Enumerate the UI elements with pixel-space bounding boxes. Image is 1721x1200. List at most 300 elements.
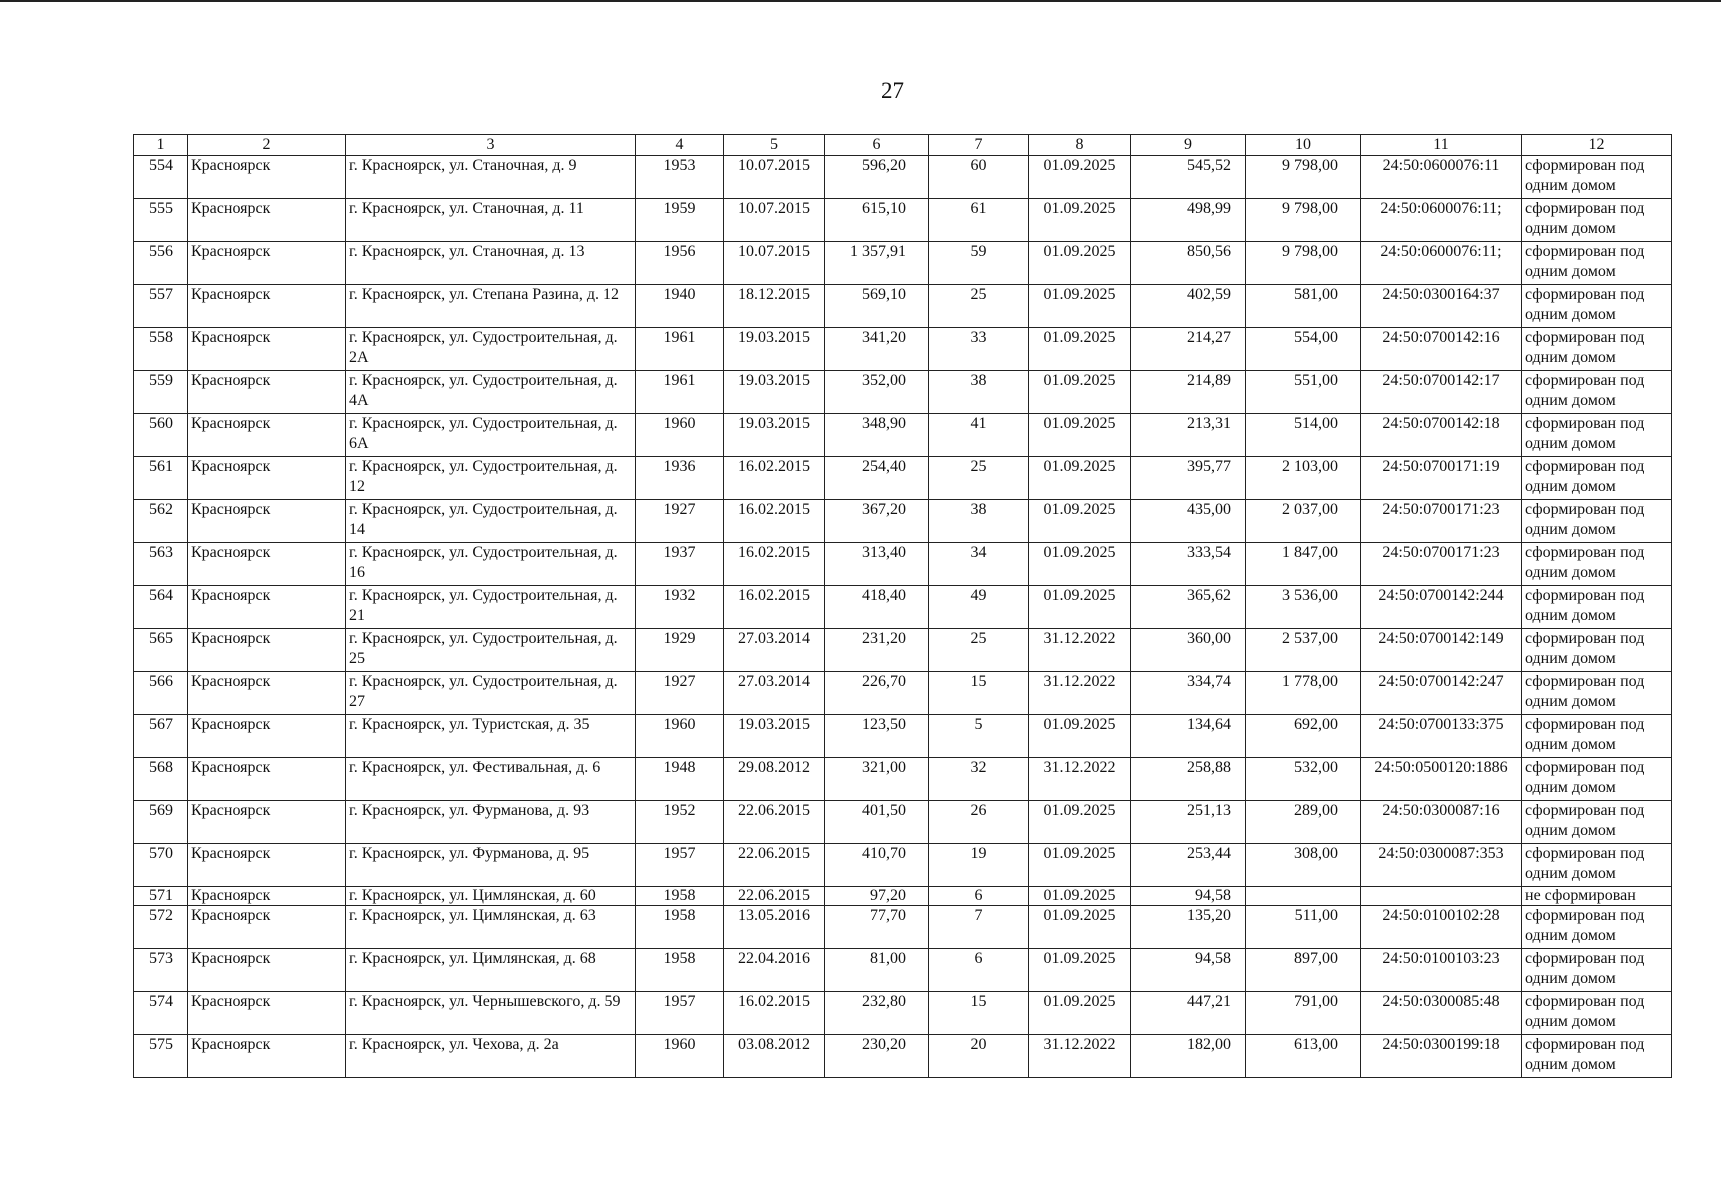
value-9-cell: 182,00: [1131, 1035, 1246, 1078]
land-status-cell: сформирован под одним домом: [1522, 285, 1672, 328]
address-cell: г. Красноярск, ул. Фестивальная, д. 6: [346, 758, 636, 801]
land-area-cell: 532,00: [1246, 758, 1361, 801]
settlement-cell: Красноярск: [188, 906, 346, 949]
address-cell: г. Красноярск, ул. Судостроительная, д. 14: [346, 500, 636, 543]
row-number-cell: 564: [134, 586, 188, 629]
deadline-cell: 01.09.2025: [1029, 414, 1131, 457]
area-cell: 232,80: [825, 992, 929, 1035]
cadastral-number-cell: 24:50:0700142:244: [1361, 586, 1522, 629]
cadastral-number-cell: 24:50:0700142:16: [1361, 328, 1522, 371]
settlement-cell: Красноярск: [188, 457, 346, 500]
row-number-cell: 565: [134, 629, 188, 672]
land-area-cell: 1 778,00: [1246, 672, 1361, 715]
value-9-cell: 334,74: [1131, 672, 1246, 715]
date-cell: 27.03.2014: [724, 629, 825, 672]
settlement-cell: Красноярск: [188, 949, 346, 992]
settlement-cell: Красноярск: [188, 543, 346, 586]
date-cell: 22.06.2015: [724, 844, 825, 887]
row-number-cell: 556: [134, 242, 188, 285]
residents-cell: 38: [929, 500, 1029, 543]
row-number-cell: 560: [134, 414, 188, 457]
land-area-cell: 9 798,00: [1246, 156, 1361, 199]
build-year-cell: 1952: [636, 801, 724, 844]
deadline-cell: 01.09.2025: [1029, 949, 1131, 992]
address-cell: г. Красноярск, ул. Судостроительная, д. 6А: [346, 414, 636, 457]
build-year-cell: 1929: [636, 629, 724, 672]
residents-cell: 15: [929, 672, 1029, 715]
land-area-cell: 551,00: [1246, 371, 1361, 414]
cadastral-number-cell: 24:50:0300087:16: [1361, 801, 1522, 844]
date-cell: 29.08.2012: [724, 758, 825, 801]
build-year-cell: 1927: [636, 672, 724, 715]
table-row: [134, 1035, 1672, 1078]
address-cell: г. Красноярск, ул. Чернышевского, д. 59: [346, 992, 636, 1035]
area-cell: 321,00: [825, 758, 929, 801]
build-year-cell: 1927: [636, 500, 724, 543]
row-number-cell: 555: [134, 199, 188, 242]
value-9-cell: 360,00: [1131, 629, 1246, 672]
address-cell: г. Красноярск, ул. Чехова, д. 2а: [346, 1035, 636, 1078]
cadastral-number-cell: 24:50:0100102:28: [1361, 906, 1522, 949]
date-cell: 16.02.2015: [724, 457, 825, 500]
land-area-cell: 613,00: [1246, 1035, 1361, 1078]
row-number-cell: 562: [134, 500, 188, 543]
area-cell: 596,20: [825, 156, 929, 199]
value-9-cell: 545,52: [1131, 156, 1246, 199]
settlement-cell: Красноярск: [188, 758, 346, 801]
settlement-cell: Красноярск: [188, 199, 346, 242]
table-row: [134, 672, 1672, 715]
column-number-cell: 10: [1246, 135, 1361, 156]
build-year-cell: 1956: [636, 242, 724, 285]
value-9-cell: 214,27: [1131, 328, 1246, 371]
date-cell: 10.07.2015: [724, 199, 825, 242]
address-cell: г. Красноярск, ул. Станочная, д. 13: [346, 242, 636, 285]
residents-cell: 26: [929, 801, 1029, 844]
area-cell: 352,00: [825, 371, 929, 414]
register-table: [133, 134, 1672, 1078]
address-cell: г. Красноярск, ул. Судостроительная, д. 4А: [346, 371, 636, 414]
residents-cell: 59: [929, 242, 1029, 285]
column-number-cell: 2: [188, 135, 346, 156]
date-cell: 19.03.2015: [724, 328, 825, 371]
value-9-cell: 333,54: [1131, 543, 1246, 586]
column-number-cell: 8: [1029, 135, 1131, 156]
area-cell: 313,40: [825, 543, 929, 586]
date-cell: 03.08.2012: [724, 1035, 825, 1078]
table-row: [134, 801, 1672, 844]
row-number-cell: 568: [134, 758, 188, 801]
settlement-cell: Красноярск: [188, 285, 346, 328]
land-area-cell: 2 037,00: [1246, 500, 1361, 543]
cadastral-number-cell: 24:50:0300087:353: [1361, 844, 1522, 887]
land-status-cell: сформирован под одним домом: [1522, 672, 1672, 715]
value-9-cell: 258,88: [1131, 758, 1246, 801]
land-status-cell: сформирован под одним домом: [1522, 156, 1672, 199]
land-area-cell: 791,00: [1246, 992, 1361, 1035]
column-number-row: [134, 135, 1672, 156]
deadline-cell: 01.09.2025: [1029, 586, 1131, 629]
table-row: [134, 887, 1672, 906]
date-cell: 18.12.2015: [724, 285, 825, 328]
area-cell: 401,50: [825, 801, 929, 844]
table-row: [134, 242, 1672, 285]
land-status-cell: сформирован под одним домом: [1522, 500, 1672, 543]
address-cell: г. Красноярск, ул. Фурманова, д. 95: [346, 844, 636, 887]
area-cell: 77,70: [825, 906, 929, 949]
column-number-cell: 7: [929, 135, 1029, 156]
row-number-cell: 561: [134, 457, 188, 500]
build-year-cell: 1937: [636, 543, 724, 586]
table-row: [134, 906, 1672, 949]
cadastral-number-cell: 24:50:0600076:11;: [1361, 242, 1522, 285]
land-status-cell: сформирован под одним домом: [1522, 328, 1672, 371]
table-row: [134, 758, 1672, 801]
settlement-cell: Красноярск: [188, 500, 346, 543]
row-number-cell: 575: [134, 1035, 188, 1078]
settlement-cell: Красноярск: [188, 328, 346, 371]
deadline-cell: 01.09.2025: [1029, 328, 1131, 371]
table-row: [134, 629, 1672, 672]
build-year-cell: 1961: [636, 328, 724, 371]
land-status-cell: сформирован под одним домом: [1522, 242, 1672, 285]
cadastral-number-cell: 24:50:0700142:17: [1361, 371, 1522, 414]
date-cell: 16.02.2015: [724, 992, 825, 1035]
row-number-cell: 573: [134, 949, 188, 992]
land-status-cell: сформирован под одним домом: [1522, 371, 1672, 414]
date-cell: 10.07.2015: [724, 242, 825, 285]
settlement-cell: Красноярск: [188, 629, 346, 672]
row-number-cell: 572: [134, 906, 188, 949]
row-number-cell: 567: [134, 715, 188, 758]
land-status-cell: сформирован под одним домом: [1522, 457, 1672, 500]
area-cell: 348,90: [825, 414, 929, 457]
area-cell: 615,10: [825, 199, 929, 242]
value-9-cell: 435,00: [1131, 500, 1246, 543]
date-cell: 22.04.2016: [724, 949, 825, 992]
land-status-cell: не сформирован: [1522, 887, 1672, 906]
land-status-cell: сформирован под одним домом: [1522, 949, 1672, 992]
table-row: [134, 543, 1672, 586]
row-number-cell: 557: [134, 285, 188, 328]
date-cell: 13.05.2016: [724, 906, 825, 949]
value-9-cell: 498,99: [1131, 199, 1246, 242]
residents-cell: 15: [929, 992, 1029, 1035]
value-9-cell: 134,64: [1131, 715, 1246, 758]
residents-cell: 25: [929, 285, 1029, 328]
build-year-cell: 1960: [636, 715, 724, 758]
area-cell: 81,00: [825, 949, 929, 992]
deadline-cell: 01.09.2025: [1029, 199, 1131, 242]
address-cell: г. Красноярск, ул. Цимлянская, д. 60: [346, 887, 636, 906]
land-area-cell: 9 798,00: [1246, 242, 1361, 285]
area-cell: 418,40: [825, 586, 929, 629]
row-number-cell: 574: [134, 992, 188, 1035]
build-year-cell: 1936: [636, 457, 724, 500]
deadline-cell: 01.09.2025: [1029, 285, 1131, 328]
date-cell: 16.02.2015: [724, 500, 825, 543]
table-row: [134, 844, 1672, 887]
area-cell: 367,20: [825, 500, 929, 543]
value-9-cell: 447,21: [1131, 992, 1246, 1035]
residents-cell: 41: [929, 414, 1029, 457]
area-cell: 254,40: [825, 457, 929, 500]
area-cell: 230,20: [825, 1035, 929, 1078]
table-row: [134, 328, 1672, 371]
table-row: [134, 457, 1672, 500]
area-cell: 97,20: [825, 887, 929, 906]
column-number-cell: 12: [1522, 135, 1672, 156]
land-status-cell: сформирован под одним домом: [1522, 844, 1672, 887]
settlement-cell: Красноярск: [188, 992, 346, 1035]
land-area-cell: 2 103,00: [1246, 457, 1361, 500]
address-cell: г. Красноярск, ул. Станочная, д. 11: [346, 199, 636, 242]
residents-cell: 60: [929, 156, 1029, 199]
build-year-cell: 1960: [636, 414, 724, 457]
page-number: 27: [881, 78, 904, 103]
top-border-line: [0, 0, 1721, 2]
cadastral-number-cell: 24:50:0500120:1886: [1361, 758, 1522, 801]
deadline-cell: 01.09.2025: [1029, 156, 1131, 199]
residents-cell: 7: [929, 906, 1029, 949]
cadastral-number-cell: 24:50:0600076:11;: [1361, 199, 1522, 242]
area-cell: 569,10: [825, 285, 929, 328]
land-area-cell: [1246, 887, 1361, 906]
address-cell: г. Красноярск, ул. Судостроительная, д. 21: [346, 586, 636, 629]
land-area-cell: 9 798,00: [1246, 199, 1361, 242]
settlement-cell: Красноярск: [188, 844, 346, 887]
land-status-cell: сформирован под одним домом: [1522, 543, 1672, 586]
land-area-cell: 1 847,00: [1246, 543, 1361, 586]
land-area-cell: 897,00: [1246, 949, 1361, 992]
land-status-cell: сформирован под одним домом: [1522, 199, 1672, 242]
address-cell: г. Красноярск, ул. Судостроительная, д. 2А: [346, 328, 636, 371]
land-status-cell: сформирован под одним домом: [1522, 586, 1672, 629]
table-row: [134, 949, 1672, 992]
address-cell: г. Красноярск, ул. Станочная, д. 9: [346, 156, 636, 199]
land-status-cell: сформирован под одним домом: [1522, 801, 1672, 844]
row-number-cell: 569: [134, 801, 188, 844]
table-row: [134, 500, 1672, 543]
deadline-cell: 01.09.2025: [1029, 371, 1131, 414]
date-cell: 19.03.2015: [724, 715, 825, 758]
land-status-cell: сформирован под одним домом: [1522, 715, 1672, 758]
build-year-cell: 1958: [636, 887, 724, 906]
build-year-cell: 1932: [636, 586, 724, 629]
date-cell: 19.03.2015: [724, 371, 825, 414]
date-cell: 27.03.2014: [724, 672, 825, 715]
land-status-cell: сформирован под одним домом: [1522, 992, 1672, 1035]
date-cell: 19.03.2015: [724, 414, 825, 457]
column-number-cell: 3: [346, 135, 636, 156]
land-area-cell: 308,00: [1246, 844, 1361, 887]
row-number-cell: 563: [134, 543, 188, 586]
area-cell: 410,70: [825, 844, 929, 887]
table-row: [134, 156, 1672, 199]
cadastral-number-cell: 24:50:0700142:18: [1361, 414, 1522, 457]
land-status-cell: сформирован под одним домом: [1522, 414, 1672, 457]
address-cell: г. Красноярск, ул. Туристская, д. 35: [346, 715, 636, 758]
column-number-cell: 5: [724, 135, 825, 156]
cadastral-number-cell: 24:50:0100103:23: [1361, 949, 1522, 992]
deadline-cell: 01.09.2025: [1029, 844, 1131, 887]
value-9-cell: 850,56: [1131, 242, 1246, 285]
settlement-cell: Красноярск: [188, 371, 346, 414]
date-cell: 16.02.2015: [724, 543, 825, 586]
residents-cell: 38: [929, 371, 1029, 414]
deadline-cell: 01.09.2025: [1029, 801, 1131, 844]
build-year-cell: 1940: [636, 285, 724, 328]
cadastral-number-cell: 24:50:0700142:149: [1361, 629, 1522, 672]
settlement-cell: Красноярск: [188, 242, 346, 285]
cadastral-number-cell: 24:50:0700133:375: [1361, 715, 1522, 758]
date-cell: 22.06.2015: [724, 887, 825, 906]
deadline-cell: 31.12.2022: [1029, 672, 1131, 715]
table-row: [134, 414, 1672, 457]
settlement-cell: Красноярск: [188, 586, 346, 629]
deadline-cell: 31.12.2022: [1029, 758, 1131, 801]
residents-cell: 6: [929, 887, 1029, 906]
deadline-cell: 31.12.2022: [1029, 629, 1131, 672]
address-cell: г. Красноярск, ул. Судостроительная, д. 25: [346, 629, 636, 672]
value-9-cell: 395,77: [1131, 457, 1246, 500]
cadastral-number-cell: 24:50:0700171:23: [1361, 543, 1522, 586]
area-cell: 341,20: [825, 328, 929, 371]
address-cell: г. Красноярск, ул. Фурманова, д. 93: [346, 801, 636, 844]
residents-cell: 61: [929, 199, 1029, 242]
table-row: [134, 285, 1672, 328]
row-number-cell: 558: [134, 328, 188, 371]
deadline-cell: 01.09.2025: [1029, 992, 1131, 1035]
value-9-cell: 402,59: [1131, 285, 1246, 328]
cadastral-number-cell: 24:50:0700171:19: [1361, 457, 1522, 500]
column-number-cell: 11: [1361, 135, 1522, 156]
residents-cell: 20: [929, 1035, 1029, 1078]
address-cell: г. Красноярск, ул. Судостроительная, д. 16: [346, 543, 636, 586]
settlement-cell: Красноярск: [188, 887, 346, 906]
build-year-cell: 1960: [636, 1035, 724, 1078]
deadline-cell: 01.09.2025: [1029, 500, 1131, 543]
area-cell: 226,70: [825, 672, 929, 715]
table-row: [134, 586, 1672, 629]
table-row: [134, 371, 1672, 414]
land-status-cell: сформирован под одним домом: [1522, 758, 1672, 801]
address-cell: г. Красноярск, ул. Судостроительная, д. 27: [346, 672, 636, 715]
row-number-cell: 571: [134, 887, 188, 906]
column-number-cell: 1: [134, 135, 188, 156]
land-area-cell: 514,00: [1246, 414, 1361, 457]
value-9-cell: 94,58: [1131, 887, 1246, 906]
build-year-cell: 1957: [636, 992, 724, 1035]
residents-cell: 49: [929, 586, 1029, 629]
value-9-cell: 213,31: [1131, 414, 1246, 457]
deadline-cell: 01.09.2025: [1029, 715, 1131, 758]
land-area-cell: 692,00: [1246, 715, 1361, 758]
table-row: [134, 715, 1672, 758]
land-status-cell: сформирован под одним домом: [1522, 629, 1672, 672]
residents-cell: 33: [929, 328, 1029, 371]
build-year-cell: 1959: [636, 199, 724, 242]
value-9-cell: 365,62: [1131, 586, 1246, 629]
row-number-cell: 570: [134, 844, 188, 887]
build-year-cell: 1948: [636, 758, 724, 801]
settlement-cell: Красноярск: [188, 414, 346, 457]
value-9-cell: 214,89: [1131, 371, 1246, 414]
row-number-cell: 554: [134, 156, 188, 199]
address-cell: г. Красноярск, ул. Судостроительная, д. 12: [346, 457, 636, 500]
deadline-cell: 01.09.2025: [1029, 887, 1131, 906]
address-cell: г. Красноярск, ул. Цимлянская, д. 63: [346, 906, 636, 949]
land-area-cell: 289,00: [1246, 801, 1361, 844]
residents-cell: 25: [929, 457, 1029, 500]
cadastral-number-cell: 24:50:0300164:37: [1361, 285, 1522, 328]
residents-cell: 5: [929, 715, 1029, 758]
land-area-cell: 511,00: [1246, 906, 1361, 949]
build-year-cell: 1961: [636, 371, 724, 414]
table-row: [134, 992, 1672, 1035]
land-status-cell: сформирован под одним домом: [1522, 1035, 1672, 1078]
settlement-cell: Красноярск: [188, 715, 346, 758]
build-year-cell: 1958: [636, 949, 724, 992]
cadastral-number-cell: 24:50:0300199:18: [1361, 1035, 1522, 1078]
cadastral-number-cell: 24:50:0300085:48: [1361, 992, 1522, 1035]
cadastral-number-cell: 24:50:0700142:247: [1361, 672, 1522, 715]
residents-cell: 6: [929, 949, 1029, 992]
land-status-cell: сформирован под одним домом: [1522, 906, 1672, 949]
table-row: [134, 199, 1672, 242]
column-number-cell: 4: [636, 135, 724, 156]
settlement-cell: Красноярск: [188, 1035, 346, 1078]
deadline-cell: 31.12.2022: [1029, 1035, 1131, 1078]
cadastral-number-cell: 24:50:0700171:23: [1361, 500, 1522, 543]
build-year-cell: 1958: [636, 906, 724, 949]
deadline-cell: 01.09.2025: [1029, 543, 1131, 586]
residents-cell: 34: [929, 543, 1029, 586]
area-cell: 123,50: [825, 715, 929, 758]
address-cell: г. Красноярск, ул. Степана Разина, д. 12: [346, 285, 636, 328]
land-area-cell: 554,00: [1246, 328, 1361, 371]
value-9-cell: 251,13: [1131, 801, 1246, 844]
residents-cell: 19: [929, 844, 1029, 887]
row-number-cell: 559: [134, 371, 188, 414]
value-9-cell: 135,20: [1131, 906, 1246, 949]
deadline-cell: 01.09.2025: [1029, 457, 1131, 500]
area-cell: 231,20: [825, 629, 929, 672]
address-cell: г. Красноярск, ул. Цимлянская, д. 68: [346, 949, 636, 992]
cadastral-number-cell: 24:50:0600076:11: [1361, 156, 1522, 199]
value-9-cell: 94,58: [1131, 949, 1246, 992]
date-cell: 16.02.2015: [724, 586, 825, 629]
build-year-cell: 1953: [636, 156, 724, 199]
residents-cell: 25: [929, 629, 1029, 672]
date-cell: 22.06.2015: [724, 801, 825, 844]
build-year-cell: 1957: [636, 844, 724, 887]
settlement-cell: Красноярск: [188, 801, 346, 844]
value-9-cell: 253,44: [1131, 844, 1246, 887]
column-number-cell: 6: [825, 135, 929, 156]
area-cell: 1 357,91: [825, 242, 929, 285]
date-cell: 10.07.2015: [724, 156, 825, 199]
settlement-cell: Красноярск: [188, 156, 346, 199]
column-number-cell: 9: [1131, 135, 1246, 156]
row-number-cell: 566: [134, 672, 188, 715]
deadline-cell: 01.09.2025: [1029, 242, 1131, 285]
land-area-cell: 2 537,00: [1246, 629, 1361, 672]
residents-cell: 32: [929, 758, 1029, 801]
cadastral-number-cell: [1361, 887, 1522, 906]
settlement-cell: Красноярск: [188, 672, 346, 715]
deadline-cell: 01.09.2025: [1029, 906, 1131, 949]
